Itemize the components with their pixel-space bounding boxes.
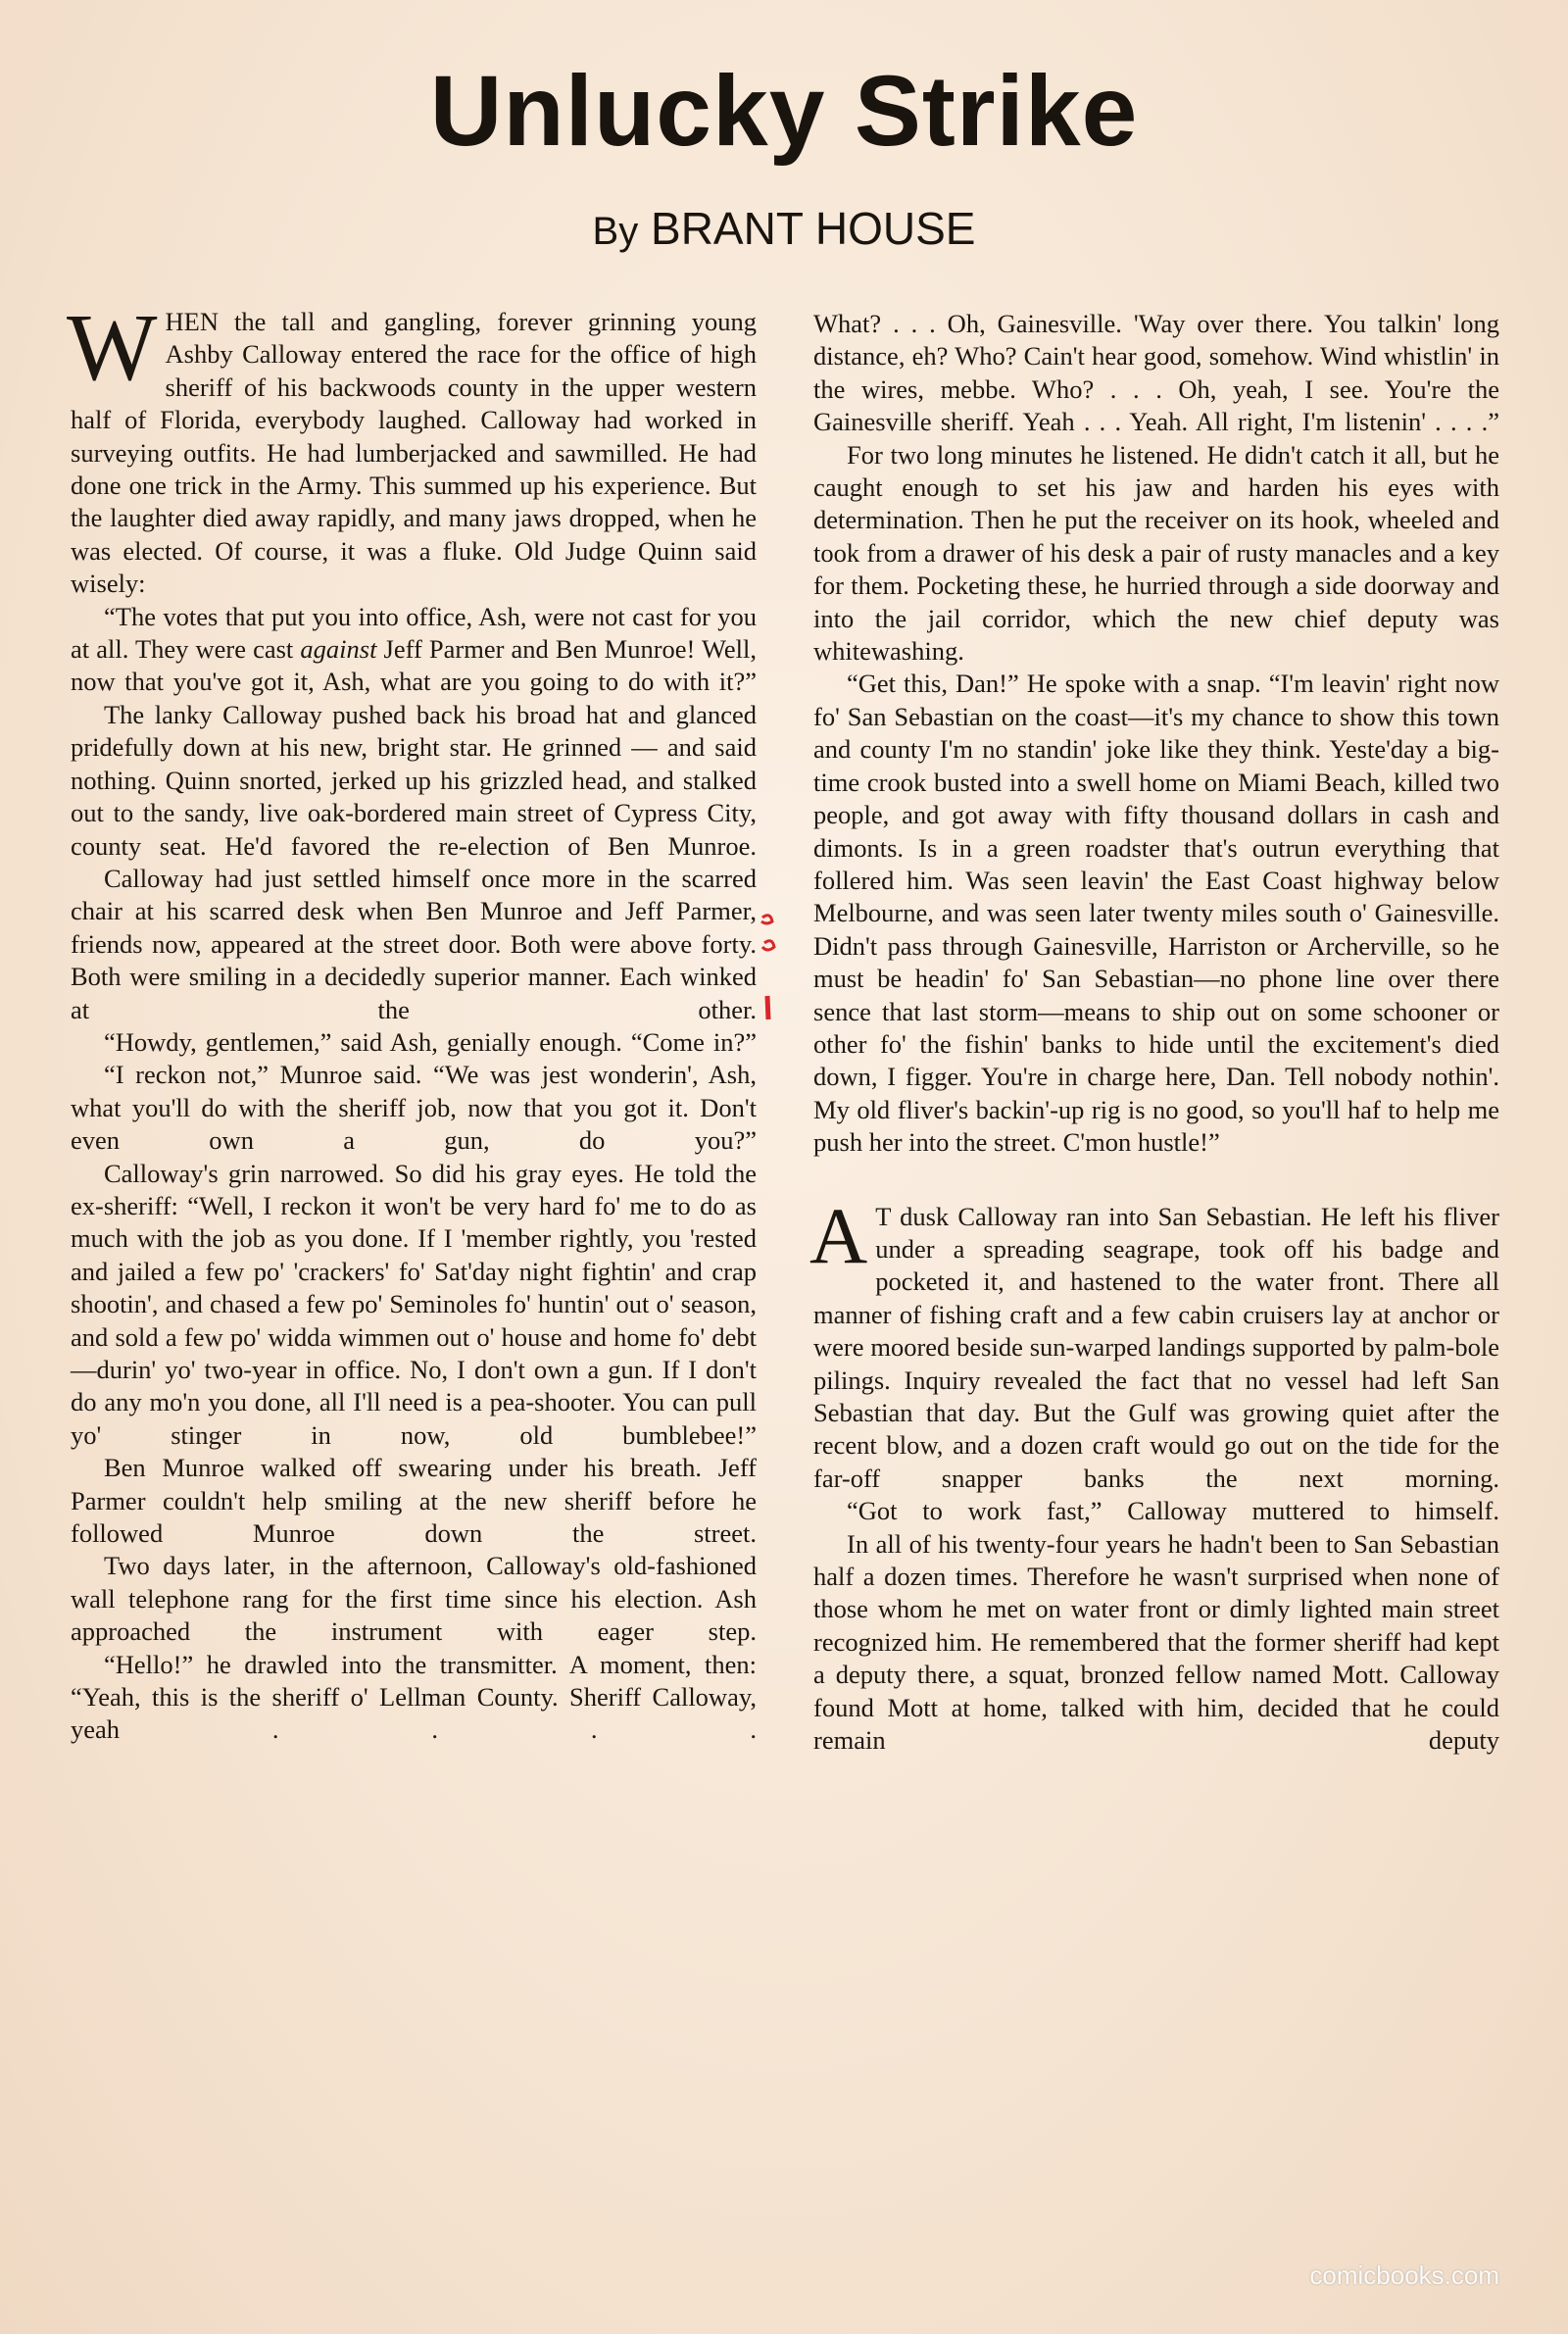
paragraph: In all of his twenty-four years he hadn't been to San Sebastian half a dozen times. Therefore he wasn't surprised when none of those whom he met on water front or dimly lighted main street recognized him. He remembered that the former sheriff had kept a deputy there, a squat, bronzed fellow named Mott. Calloway found Mott at home, talked with him, decided that he could remain deputy <box>813 1528 1499 1756</box>
judge-quote-emphasis: against <box>300 634 377 665</box>
drop-cap-w: W <box>67 295 158 401</box>
watermark: comicbooks.com <box>1309 2260 1499 2290</box>
paragraph: Two days later, in the afternoon, Calloway's old-fashioned wall telephone rang for the first time since his election. Ash approached the instrument with eager step. <box>71 1551 757 1647</box>
paragraph: The lanky Calloway pushed back his broad hat and glanced pridefully down at his new, bright star. He grinned — and said nothing. Quinn snorted, jerked up his grizzled head, and stalked out to the sandy, live oak-bordered main street of Cypress City, county seat. He'd favored the re-election of Ben Munroe. <box>71 699 757 861</box>
right-column <box>809 308 1499 1757</box>
section-opening-paragraph <box>809 1190 1499 1496</box>
paragraph: “I reckon not,” Munroe said. “We was jest wonderin', Ash, what you'll do with the sheriff job, now that you got it. Don't even own a gun, do you?” <box>71 1060 757 1156</box>
byline-prefix: By <box>592 210 639 253</box>
paragraph: “Got to work fast,” Calloway muttered to himself. <box>847 1496 1499 1526</box>
byline-author: BRANT HOUSE <box>651 203 976 254</box>
paragraph: “Howdy, gentlemen,” said Ash, genially enough. “Come in?” <box>104 1026 757 1057</box>
handwritten-margin-mark <box>753 910 782 1027</box>
byline <box>0 203 1568 254</box>
judge-quote-paragraph <box>71 601 757 699</box>
paragraph: Calloway's grin narrowed. So did his gray eyes. He told the ex-sheriff: “Well, I reckon it won't be very hard fo' me to do as much with the job as you done. If I 'member rightly, you 'rested and jailed a few po' 'crackers' fo' Sat'day night fightin' and crap shootin', and chased a few po' Seminoles fo' huntin' out o' season, and sold a few po' widda wimmen out o' house and home fo' debt—durin' yo' two-year in office. No, I don't own a gun. If I don't do any mo'n you done, all I'll need is a pea-shooter. You can pull yo' stinger in now, old bumblebee!” <box>71 1158 757 1450</box>
judge-quote-after: Jeff Parmer and Ben Munroe! Well, now that you've got it, Ash, what are you going to do with it?” <box>71 634 757 697</box>
paragraph: Ben Munroe walked off swearing under his breath. Jeff Parmer couldn't help smiling at the new sheriff before he followed Munroe down the street. <box>71 1453 757 1549</box>
story-title: Unlucky Strike <box>429 55 1139 167</box>
paragraph: What? . . . Oh, Gainesville. 'Way over there. You talkin' long distance, eh? Who? Cain't hear good, somehow. Wind whistlin' in the wires, mebbe. Who? . . . Oh, yeah, I see. You're the Gainesville sheriff. Yeah . . . Yeah. All right, I'm listenin' . . . .” <box>813 309 1499 437</box>
opening-paragraph-text: HEN the tall and gangling, forever grinning young Ashby Calloway entered the race for the office of high sheriff of his backwoods county in the upper western half of Florida, everybody laughed. Calloway had worked in surveying outfits. He had lumberjacked and sawmilled. He had done one trick in the Army. This summed up his experience. But the laughter died away rapidly, and many jaws dropped, when he was elected. Of course, it was a fluke. Old Judge Quinn said wisely: <box>71 307 757 599</box>
drop-cap-a: A <box>809 1190 868 1280</box>
paragraph: Calloway had just settled himself once more in the scarred chair at his scarred desk when Ben Munroe and Jeff Parmer, friends now, appeared at the street door. Both were above forty. Both were smiling in a decidedly superior manner. Each winked at the other. <box>71 863 757 1024</box>
paragraph: “Hello!” he drawled into the transmitter. A moment, then: “Yeah, this is the sheriff o' Lellman County. Sheriff Calloway, yeah . . . . <box>71 1649 757 1745</box>
paragraph: “Get this, Dan!” He spoke with a snap. “I'm leavin' right now fo' San Sebastian on the coast—it's my chance to show this town and county I'm no standin' joke like they think. Yeste'day a big-time crook busted into a swell home on Miami Beach, killed two people, and got away with fifty thousand dollars in cash and dimonts. Is in a green roadster that's outrun everything that follered him. Was seen leavin' the East Coast highway below Melbourne, and was seen later twenty miles south o' Gainesville. Didn't pass through Gainesville, Harriston or Archerville, so he must be headin' fo' San Sebastian—no phone line over there sence that last storm—means to ship out on some schooner or other fo' the fishin' banks to hide until the excitement's died down, I figger. You're in charge here, Dan. Tell nobody nothin'. My old fliver's backin'-up rig is no good, so you'll haf to help me push her into the street. C'mon hustle!” <box>813 669 1499 1158</box>
section-opening-text: T dusk Calloway ran into San Sebastian. He left his fliver under a spreading seagrape, took off his badge and pocketed it, and hastened to the water front. There all manner of fishing craft and a few cabin cruisers lay at anchor or were moored beside sun-warped landings supported by palm-bole pilings. Inquiry revealed the fact that no vessel had left San Sebastian that day. But the Gulf was growing quiet after the recent blow, and a dozen craft would go out on the tide for the far-off snapper banks the next morning. <box>813 1201 1499 1493</box>
paragraph: For two long minutes he listened. He didn't catch it all, but he caught enough to set his jaw and harden his eyes with determination. Then he put the receiver on its hook, wheeled and took from a drawer of his desk a pair of rusty manacles and a key for them. Pocketing these, he hurried through a side doorway and into the jail corridor, which the new chief deputy was whitewashing. <box>813 439 1499 667</box>
opening-paragraph <box>67 295 757 601</box>
left-column <box>67 295 757 1747</box>
judge-quote-before: “The votes that put you into office, Ash, were not cast for you at all. They were cast <box>71 601 757 665</box>
